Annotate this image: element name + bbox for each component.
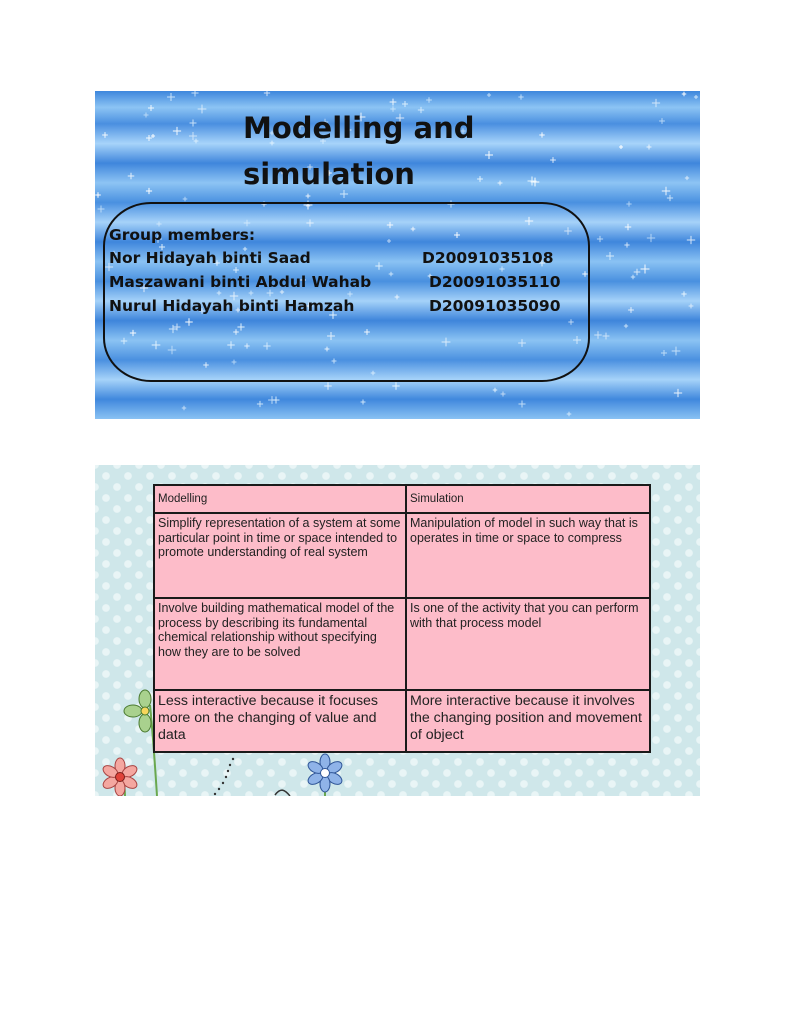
member-name: Nurul Hidayah binti Hamzah bbox=[109, 297, 355, 315]
blue-flower-icon bbox=[306, 754, 344, 792]
slide-title bbox=[243, 105, 543, 197]
green-flower-icon bbox=[124, 690, 151, 732]
table-cell: Involve building mathematical model of the process by describing its fundamental chemical relationship without specifying how they are to be solved bbox=[154, 598, 406, 690]
member-name: Maszawani binti Abdul Wahab bbox=[109, 273, 372, 291]
member-id: D20091035110 bbox=[429, 273, 561, 291]
header-simulation: Simulation bbox=[406, 485, 650, 513]
comparison-table bbox=[153, 484, 651, 753]
member-id: D20091035108 bbox=[422, 249, 554, 267]
title-slide bbox=[95, 91, 700, 419]
table-cell: Simplify representation of a system at some particular point in time or space intended to promote understanding of real system bbox=[154, 513, 406, 598]
table-header-row bbox=[154, 485, 650, 513]
table-row bbox=[154, 513, 650, 598]
table-row bbox=[154, 690, 650, 752]
table-row bbox=[154, 598, 650, 690]
title-line-2: simulation bbox=[243, 157, 415, 191]
members-list bbox=[109, 224, 579, 318]
table-cell: Manipulation of model in such way that is operates in time or space to compress bbox=[406, 513, 650, 598]
member-row bbox=[109, 270, 579, 294]
member-name: Nor Hidayah binti Saad bbox=[109, 249, 311, 267]
table-cell: Is one of the activity that you can perform with that process model bbox=[406, 598, 650, 690]
pink-flower-icon bbox=[101, 758, 139, 796]
dotted-line-decoration bbox=[214, 758, 234, 795]
member-row bbox=[109, 294, 579, 318]
comparison-slide bbox=[95, 465, 700, 796]
title-line-1: Modelling and bbox=[243, 111, 475, 145]
member-id: D20091035090 bbox=[429, 297, 561, 315]
members-heading: Group members: bbox=[109, 226, 256, 244]
member-row bbox=[109, 246, 579, 270]
table-cell: More interactive because it involves the changing position and movement of object bbox=[406, 690, 650, 752]
header-modelling: Modelling bbox=[154, 485, 406, 513]
table-cell: Less interactive because it focuses more on the changing of value and data bbox=[154, 690, 406, 752]
